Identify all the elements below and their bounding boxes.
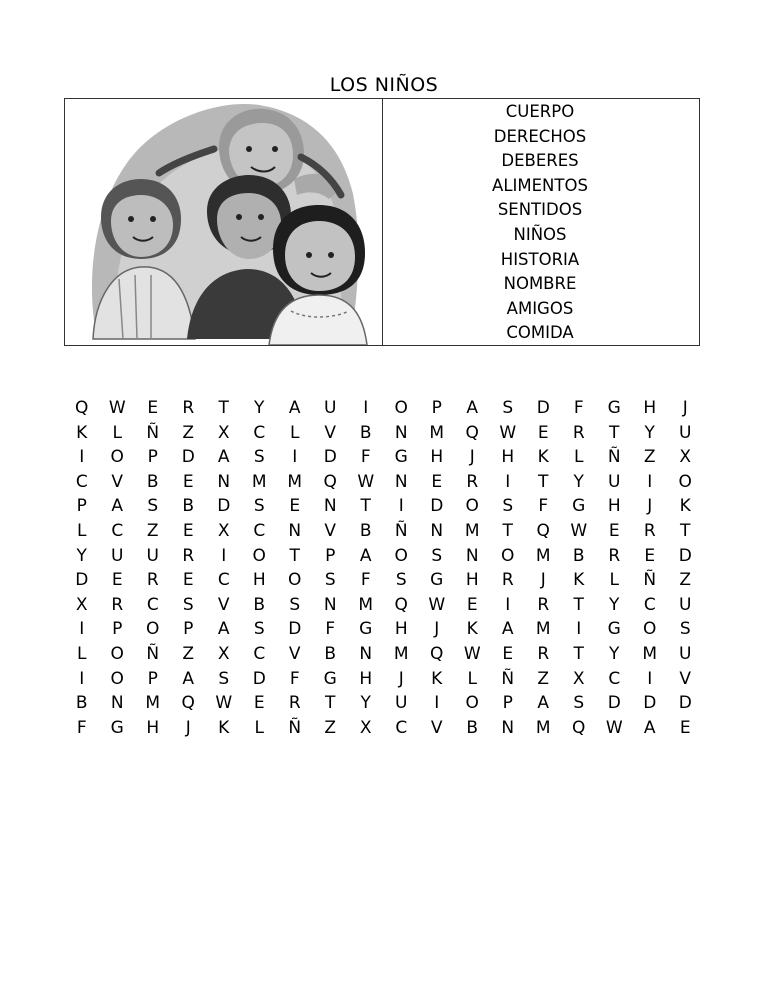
grid-letter: N <box>217 471 231 492</box>
grid-letter: K <box>679 496 691 517</box>
grid-letter: Ñ <box>146 643 160 664</box>
grid-letter: B <box>466 717 479 738</box>
grid-letter: Y <box>360 693 371 714</box>
grid-letter: K <box>466 619 478 640</box>
grid-letter: G <box>430 570 444 591</box>
grid-letter: Z <box>679 570 692 591</box>
grid-letter: S <box>218 668 230 689</box>
grid-letter: Ñ <box>288 717 302 738</box>
grid-letter: Y <box>609 643 620 664</box>
grid-letter: M <box>287 471 303 492</box>
grid-letter: P <box>183 619 194 640</box>
grid-letter: Q <box>430 643 444 664</box>
grid-letter: W <box>108 398 126 418</box>
grid-letter: Z <box>182 643 195 664</box>
grid-letter: G <box>323 668 337 689</box>
grid-letter: P <box>147 447 158 468</box>
grid-letter: C <box>395 717 408 738</box>
grid-letter: B <box>253 594 266 615</box>
grid-letter: R <box>466 471 479 492</box>
grid-letter: U <box>146 545 159 566</box>
grid-letter: B <box>359 520 372 541</box>
grid-letter: V <box>111 471 124 492</box>
grid-row <box>64 667 704 692</box>
grid-letter: D <box>217 496 231 517</box>
word-list-item: NIÑOS <box>513 224 567 244</box>
grid-letter: A <box>182 668 195 689</box>
grid-letter: C <box>643 594 656 615</box>
grid-letter: M <box>642 643 658 664</box>
grid-letter: D <box>536 398 550 418</box>
word-list-item: CUERPO <box>505 102 575 121</box>
word-list-item: DEBERES <box>501 151 579 171</box>
grid-letter: S <box>395 570 407 591</box>
grid-letter: Ñ <box>643 570 657 591</box>
grid-letter: M <box>535 545 551 566</box>
grid-letter: Q <box>572 717 586 738</box>
grid-letter: T <box>538 471 549 492</box>
grid-row <box>64 519 704 544</box>
grid-letter: E <box>644 545 656 566</box>
grid-letter: U <box>395 693 408 714</box>
grid-letter: I <box>647 471 653 492</box>
letter-grid <box>64 396 704 740</box>
grid-letter: Z <box>182 422 195 443</box>
grid-letter: Ñ <box>607 447 621 468</box>
grid-letter: H <box>394 619 408 640</box>
grid-letter: J <box>647 496 653 517</box>
grid-letter: I <box>398 496 404 517</box>
grid-letter: U <box>324 398 337 418</box>
grid-letter: W <box>570 520 588 541</box>
grid-letter: E <box>182 471 194 492</box>
grid-letter: W <box>605 717 623 738</box>
grid-letter: A <box>643 717 656 738</box>
grid-letter: C <box>75 471 88 492</box>
grid-letter: B <box>324 643 337 664</box>
grid-letter: L <box>254 717 264 738</box>
grid-letter: I <box>292 447 298 468</box>
grid-letter: A <box>217 619 230 640</box>
grid-row <box>64 494 704 519</box>
word-list-item: SENTIDOS <box>497 200 583 220</box>
grid-letter: Y <box>644 422 655 443</box>
grid-letter: L <box>77 643 87 664</box>
grid-letter: E <box>147 398 159 418</box>
grid-letter: D <box>323 447 337 468</box>
word-list <box>380 100 700 346</box>
grid-letter: C <box>146 594 159 615</box>
grid-letter: I <box>505 594 511 615</box>
grid-letter: N <box>359 643 373 664</box>
grid-row <box>64 544 704 569</box>
grid-letter: O <box>465 496 479 517</box>
grid-letter: U <box>679 422 692 443</box>
grid-letter: O <box>465 693 479 714</box>
grid-letter: J <box>434 619 440 640</box>
grid-letter: X <box>572 668 585 689</box>
grid-letter: E <box>289 496 301 517</box>
grid-letter: Z <box>537 668 550 689</box>
word-list-item: AMIGOS <box>506 298 574 318</box>
grid-letter: I <box>79 619 85 640</box>
grid-row <box>64 593 704 618</box>
grid-letter: D <box>181 447 195 468</box>
grid-letter: S <box>679 619 691 640</box>
grid-letter: O <box>394 398 408 418</box>
grid-letter: R <box>608 545 621 566</box>
grid-letter: B <box>572 545 585 566</box>
grid-letter: D <box>252 668 266 689</box>
grid-letter: D <box>678 545 692 566</box>
grid-letter: M <box>535 619 551 640</box>
grid-letter: O <box>110 668 124 689</box>
grid-letter: E <box>431 471 443 492</box>
grid-row <box>64 691 704 716</box>
grid-letter: X <box>679 447 692 468</box>
grid-letter: M <box>251 471 267 492</box>
grid-letter: J <box>185 717 191 738</box>
grid-letter: G <box>572 496 586 517</box>
grid-letter: S <box>253 619 265 640</box>
grid-letter: G <box>394 447 408 468</box>
word-list-item: DERECHOS <box>493 126 587 146</box>
grid-letter: L <box>77 520 87 541</box>
grid-letter: V <box>217 594 230 615</box>
grid-letter: I <box>576 619 582 640</box>
grid-letter: S <box>502 496 514 517</box>
grid-letter: E <box>537 422 549 443</box>
grid-letter: X <box>217 520 230 541</box>
grid-letter: S <box>324 570 336 591</box>
grid-letter: I <box>505 471 511 492</box>
grid-letter: L <box>467 668 477 689</box>
grid-letter: R <box>288 693 301 714</box>
grid-letter: F <box>538 496 549 517</box>
grid-letter: M <box>429 422 445 443</box>
grid-letter: H <box>146 717 160 738</box>
grid-letter: A <box>537 693 550 714</box>
grid-letter: E <box>182 520 194 541</box>
grid-letter: N <box>323 496 337 517</box>
grid-letter: K <box>218 717 230 738</box>
grid-letter: G <box>359 619 373 640</box>
word-list-item: COMIDA <box>506 323 574 343</box>
grid-letter: L <box>112 422 122 443</box>
grid-letter: S <box>253 496 265 517</box>
grid-letter: E <box>679 717 691 738</box>
grid-letter: I <box>363 398 369 418</box>
grid-letter: S <box>182 594 194 615</box>
grid-letter: P <box>112 619 123 640</box>
grid-letter: L <box>609 570 619 591</box>
grid-letter: B <box>75 693 88 714</box>
grid-letter: K <box>537 447 549 468</box>
grid-letter: C <box>253 643 266 664</box>
grid-letter: V <box>679 668 692 689</box>
grid-row <box>64 568 704 593</box>
grid-letter: L <box>574 447 584 468</box>
grid-letter: P <box>502 693 513 714</box>
grid-letter: Q <box>75 398 89 418</box>
children-illustration <box>79 99 369 345</box>
grid-letter: N <box>394 422 408 443</box>
grid-letter: G <box>607 398 621 418</box>
grid-letter: N <box>501 717 515 738</box>
grid-letter: C <box>111 520 124 541</box>
grid-letter: V <box>324 520 337 541</box>
grid-letter: N <box>465 545 479 566</box>
grid-letter: T <box>218 398 229 418</box>
grid-letter: Z <box>643 447 656 468</box>
grid-letter: I <box>79 447 85 468</box>
grid-letter: D <box>643 693 657 714</box>
grid-letter: N <box>430 520 444 541</box>
grid-letter: G <box>110 717 124 738</box>
grid-letter: T <box>573 643 584 664</box>
grid-letter: Ñ <box>146 422 160 443</box>
grid-letter: R <box>537 594 550 615</box>
grid-letter: O <box>678 471 692 492</box>
grid-letter: H <box>252 570 266 591</box>
grid-letter: G <box>607 619 621 640</box>
grid-letter: S <box>573 693 585 714</box>
grid-letter: T <box>609 422 620 443</box>
grid-letter: P <box>325 545 336 566</box>
grid-letter: O <box>252 545 266 566</box>
grid-row <box>64 716 704 741</box>
grid-letter: H <box>607 496 621 517</box>
grid-letter: Y <box>609 594 620 615</box>
grid-letter: O <box>501 545 515 566</box>
grid-letter: W <box>215 693 233 714</box>
word-list-item: HISTORIA <box>500 249 580 269</box>
page-title: LOS NIÑOS <box>329 74 439 96</box>
grid-row <box>64 470 704 495</box>
grid-letter: E <box>111 570 123 591</box>
grid-letter: Z <box>146 520 159 541</box>
grid-letter: R <box>111 594 124 615</box>
grid-letter: A <box>501 619 514 640</box>
grid-letter: C <box>253 520 266 541</box>
grid-letter: S <box>147 496 159 517</box>
grid-letter: F <box>325 619 336 640</box>
grid-letter: D <box>75 570 89 591</box>
grid-letter: K <box>76 422 88 443</box>
grid-letter: D <box>607 693 621 714</box>
grid-letter: E <box>466 594 478 615</box>
grid-letter: M <box>145 693 161 714</box>
grid-letter: F <box>289 668 300 689</box>
grid-letter: A <box>466 398 479 418</box>
grid-letter: M <box>535 717 551 738</box>
grid-letter: T <box>325 693 336 714</box>
grid-letter: N <box>323 594 337 615</box>
grid-letter: T <box>502 520 513 541</box>
grid-letter: F <box>360 570 371 591</box>
grid-letter: J <box>398 668 404 689</box>
grid-letter: U <box>111 545 124 566</box>
grid-letter: R <box>537 643 550 664</box>
grid-letter: X <box>217 643 230 664</box>
grid-letter: F <box>360 447 371 468</box>
grid-letter: W <box>357 471 375 492</box>
grid-letter: K <box>431 668 443 689</box>
grid-letter: W <box>463 643 481 664</box>
grid-letter: X <box>217 422 230 443</box>
grid-letter: Y <box>76 545 87 566</box>
grid-letter: J <box>540 570 546 591</box>
grid-letter: R <box>182 545 195 566</box>
grid-letter: X <box>75 594 88 615</box>
grid-letter: E <box>608 520 620 541</box>
grid-letter: R <box>182 398 195 418</box>
grid-letter: B <box>182 496 195 517</box>
grid-letter: Q <box>181 693 195 714</box>
grid-letter: R <box>501 570 514 591</box>
grid-letter: A <box>217 447 230 468</box>
grid-letter: H <box>465 570 479 591</box>
grid-letter: R <box>643 520 656 541</box>
grid-letter: N <box>394 471 408 492</box>
grid-letter: B <box>146 471 159 492</box>
grid-letter: P <box>431 398 442 418</box>
grid-row <box>64 445 704 470</box>
grid-letter: U <box>608 471 621 492</box>
grid-letter: O <box>288 570 302 591</box>
grid-letter: S <box>502 398 514 418</box>
grid-letter: C <box>253 422 266 443</box>
grid-letter: C <box>217 570 230 591</box>
grid-letter: P <box>147 668 158 689</box>
grid-letter: T <box>573 594 584 615</box>
grid-letter: O <box>643 619 657 640</box>
grid-row <box>64 642 704 667</box>
grid-letter: N <box>288 520 302 541</box>
grid-letter: S <box>289 594 301 615</box>
grid-letter: T <box>289 545 300 566</box>
grid-letter: F <box>573 398 584 418</box>
grid-letter: Y <box>573 471 584 492</box>
grid-letter: H <box>430 447 444 468</box>
grid-row <box>64 421 704 446</box>
grid-letter: D <box>288 619 302 640</box>
grid-letter: Q <box>394 594 408 615</box>
grid-letter: V <box>430 717 443 738</box>
grid-letter: Ñ <box>501 668 515 689</box>
grid-letter: D <box>430 496 444 517</box>
grid-letter: E <box>502 643 514 664</box>
grid-letter: A <box>359 545 372 566</box>
grid-letter: I <box>647 668 653 689</box>
word-list-item: ALIMENTOS <box>492 175 588 195</box>
grid-letter: C <box>608 668 621 689</box>
grid-letter: I <box>79 668 85 689</box>
grid-letter: H <box>501 447 515 468</box>
grid-letter: R <box>146 570 159 591</box>
grid-letter: A <box>111 496 124 517</box>
grid-letter: M <box>358 594 374 615</box>
grid-letter: X <box>359 717 372 738</box>
grid-letter: O <box>146 619 160 640</box>
grid-letter: Q <box>465 422 479 443</box>
grid-letter: K <box>573 570 585 591</box>
grid-letter: F <box>76 717 87 738</box>
grid-letter: Ñ <box>394 520 408 541</box>
grid-letter: M <box>393 643 409 664</box>
grid-letter: A <box>288 398 301 418</box>
grid-letter: V <box>324 422 337 443</box>
grid-letter: O <box>110 447 124 468</box>
grid-letter: H <box>643 398 657 418</box>
grid-letter: Q <box>323 471 337 492</box>
grid-letter: Z <box>324 717 337 738</box>
grid-letter: W <box>428 594 446 615</box>
grid-letter: S <box>431 545 443 566</box>
grid-letter: T <box>360 496 371 517</box>
grid-letter: O <box>394 545 408 566</box>
grid-letter: N <box>110 693 124 714</box>
grid-letter: R <box>572 422 585 443</box>
grid-letter: W <box>499 422 517 443</box>
grid-letter: D <box>678 693 692 714</box>
grid-letter: U <box>679 643 692 664</box>
grid-row <box>64 396 704 421</box>
grid-letter: I <box>221 545 227 566</box>
grid-letter: L <box>290 422 300 443</box>
grid-letter: O <box>110 643 124 664</box>
grid-letter: S <box>253 447 265 468</box>
grid-letter: M <box>464 520 480 541</box>
grid-letter: J <box>469 447 475 468</box>
grid-letter: E <box>253 693 265 714</box>
grid-letter: V <box>288 643 301 664</box>
grid-letter: T <box>680 520 691 541</box>
grid-letter: B <box>359 422 372 443</box>
word-list-item: NOMBRE <box>503 274 577 294</box>
grid-letter: Y <box>254 398 265 418</box>
grid-letter: E <box>182 570 194 591</box>
grid-letter: Q <box>536 520 550 541</box>
grid-letter: P <box>76 496 87 517</box>
grid-letter: I <box>434 693 440 714</box>
grid-letter: J <box>682 398 688 418</box>
grid-row <box>64 617 704 642</box>
grid-letter: H <box>359 668 373 689</box>
grid-letter: U <box>679 594 692 615</box>
